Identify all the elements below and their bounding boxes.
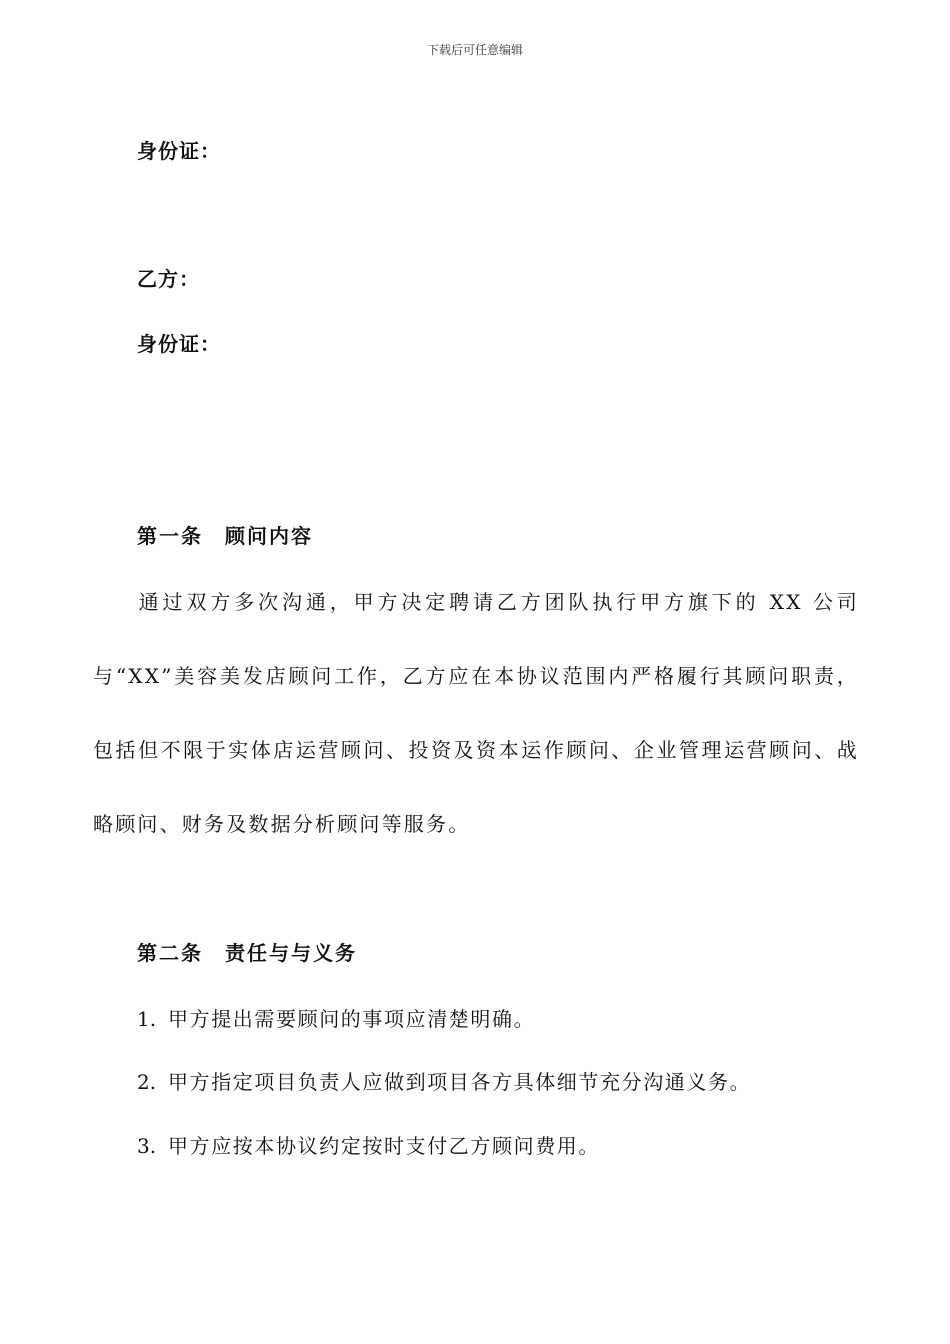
- list-item-text: 甲方指定项目负责人应做到项目各方具体细节充分沟通义务。: [168, 1070, 752, 1094]
- list-item: [137, 1070, 751, 1094]
- article-1-title: 顾问内容: [225, 524, 313, 548]
- list-item-text: 甲方应按本协议约定按时支付乙方顾问费用。: [168, 1134, 600, 1158]
- party-b-label: 乙方：: [137, 267, 200, 291]
- list-item-number: 3.: [137, 1134, 157, 1158]
- article-1-body: [93, 565, 859, 861]
- list-item-number: 2.: [137, 1070, 157, 1094]
- article-1-heading: [137, 524, 313, 548]
- article-2-heading: [137, 941, 357, 965]
- list-item: [137, 1007, 535, 1031]
- party-b-id-label: 身份证：: [137, 332, 221, 356]
- list-item-text: 甲方提出需要顾问的事项应清楚明确。: [168, 1007, 536, 1031]
- article-1-number: 第一条: [137, 524, 203, 548]
- party-a-id-label: 身份证：: [137, 139, 221, 163]
- list-item-number: 1.: [137, 1007, 157, 1031]
- article-2-number: 第二条: [137, 941, 203, 965]
- list-item: [137, 1134, 600, 1158]
- article-1-body-text: 通过双方多次沟通，甲方决定聘请乙方团队执行甲方旗下的 XX 公司与“XX”美容美发店顾问工作，乙方应在本协议范围内严格履行其顾问职责，包括但不限于实体店运营顾问、投资及资本运作顾问、企业管理运营顾问、战略顾问、财务及数据分析顾问等服务。: [93, 590, 859, 836]
- article-2-title: 责任与与义务: [225, 941, 357, 965]
- page-header-note: 下载后可任意编辑: [426, 43, 523, 57]
